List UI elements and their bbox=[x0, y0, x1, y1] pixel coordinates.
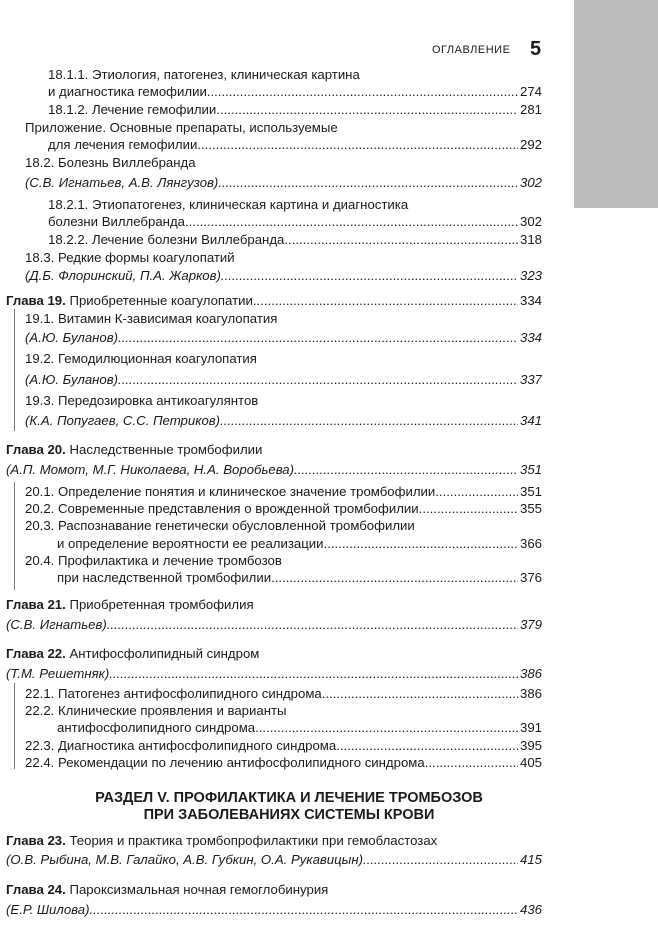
toc-page: 341 bbox=[519, 413, 542, 428]
toc-entry[interactable]: и определение вероятности ее реализации ..... 366 bbox=[57, 535, 542, 553]
toc-entry[interactable]: (Т.М. Решетняк) ..... 386 bbox=[6, 665, 542, 683]
toc-entry[interactable]: и диагностика гемофилии ..... 274 bbox=[48, 83, 542, 101]
toc-entry[interactable]: 20.1. Определение понятия и клиническое значение тромбофилии ..... 351 bbox=[25, 483, 542, 501]
toc-page: 302 bbox=[519, 214, 542, 229]
toc-entry[interactable]: 18.2.1. Этиопатогенез, клиническая картина и диагностика bbox=[48, 197, 409, 212]
page-number: 5 bbox=[530, 38, 542, 60]
toc-entry[interactable]: (А.Ю. Буланов) ..... 337 bbox=[25, 371, 542, 389]
toc-entry[interactable]: (А.Ю. Буланов) ..... 334 bbox=[25, 329, 542, 347]
toc-page: 386 bbox=[519, 666, 542, 681]
subsection-rule bbox=[14, 309, 15, 431]
toc-entry[interactable]: 22.4. Рекомендации по лечению антифосфолипидного синдрома ..... 405 bbox=[25, 754, 542, 772]
toc-entry[interactable]: 18.2.2. Лечение болезни Виллебранда ..... 318 bbox=[48, 231, 542, 249]
toc-entry[interactable]: (Д.Б. Флоринский, П.А. Жарков) ..... 323 bbox=[25, 267, 542, 285]
toc-entry[interactable]: при наследственной тромбофилии ..... 376 bbox=[57, 569, 542, 587]
toc-entry[interactable]: для лечения гемофилии ..... 292 bbox=[48, 136, 542, 154]
toc-page: 337 bbox=[519, 372, 542, 387]
toc-entry[interactable]: 19.2. Гемодилюционная коагулопатия bbox=[25, 351, 257, 366]
toc-entry[interactable]: 20.3. Распознавание генетически обусловленной тромбофилии bbox=[25, 518, 415, 533]
toc-entry[interactable]: болезни Виллебранда ..... 302 bbox=[48, 213, 542, 231]
subsection-rule bbox=[14, 683, 15, 769]
toc-entry[interactable]: 20.2. Современные представления о врожденной тромбофилии ..... 355 bbox=[25, 500, 542, 518]
toc-entry[interactable]: 22.2. Клинические проявления и варианты bbox=[25, 703, 287, 718]
toc-page: 292 bbox=[519, 137, 542, 152]
toc-entry[interactable]: 18.1.2. Лечение гемофилии ..... 281 bbox=[48, 101, 542, 119]
section-heading: ПРИ ЗАБОЛЕВАНИЯХ СИСТЕМЫ КРОВИ bbox=[143, 807, 435, 823]
toc-entry[interactable]: 19.3. Передозировка антикоагулянтов bbox=[25, 393, 259, 408]
toc-page: 351 bbox=[519, 462, 542, 477]
toc-entry[interactable]: (О.В. Рыбина, М.В. Галайко, А.В. Губкин, О.А. Рукавицын) ..... 415 bbox=[6, 851, 542, 869]
toc-entry[interactable]: (А.П. Момот, М.Г. Николаева, Н.А. Воробьева) ..... 351 bbox=[6, 461, 542, 479]
toc-chapter[interactable]: Глава 21. Приобретенная тромбофилия bbox=[6, 597, 254, 612]
toc-page: 334 bbox=[519, 330, 542, 345]
toc-entry[interactable]: 22.1. Патогенез антифосфолипидного синдрома ..... 386 bbox=[25, 685, 542, 703]
toc-entry[interactable]: 18.3. Редкие формы коагулопатий bbox=[25, 250, 235, 265]
toc-page: 302 bbox=[519, 175, 542, 190]
toc-page: 415 bbox=[519, 852, 542, 867]
toc-entry[interactable]: антифосфолипидного синдрома ..... 391 bbox=[57, 719, 542, 737]
toc-chapter[interactable]: Глава 23. Теория и практика тромбопрофилактики при гемобластозах bbox=[6, 833, 438, 848]
toc-entry[interactable]: (С.В. Игнатьев) ..... 379 bbox=[6, 616, 542, 634]
section-heading: РАЗДЕЛ V. ПРОФИЛАКТИКА И ЛЕЧЕНИЕ ТРОМБОЗОВ bbox=[95, 790, 483, 806]
toc-entry[interactable]: 18.2. Болезнь Виллебранда bbox=[25, 155, 196, 170]
toc-page: 355 bbox=[519, 501, 542, 516]
toc-chapter[interactable]: Глава 24. Пароксизмальная ночная гемоглобинурия bbox=[6, 882, 329, 897]
toc-entry[interactable]: (С.В. Игнатьев, А.В. Лянгузов) ..... 302 bbox=[25, 174, 542, 192]
toc-entry[interactable]: 19.1. Витамин К-зависимая коагулопатия bbox=[25, 311, 278, 326]
toc-page: 386 bbox=[519, 686, 542, 701]
toc-page: 323 bbox=[519, 268, 542, 283]
toc-page: 281 bbox=[519, 102, 542, 117]
toc-page: 376 bbox=[519, 570, 542, 585]
toc-chapter[interactable]: Глава 19. Приобретенные коагулопатии ..... 334 bbox=[6, 292, 542, 310]
toc-page: 395 bbox=[519, 738, 542, 753]
toc-page: 436 bbox=[519, 902, 542, 917]
toc-entry[interactable]: 22.3. Диагностика антифосфолипидного синдрома ..... 395 bbox=[25, 737, 542, 755]
toc-page: 334 bbox=[519, 293, 542, 308]
toc-chapter[interactable]: Глава 20. Наследственные тромбофилии bbox=[6, 442, 263, 457]
toc-entry[interactable]: 18.1.1. Этиология, патогенез, клиническая картина bbox=[48, 67, 360, 82]
toc-page: 405 bbox=[519, 755, 542, 770]
running-header-title: ОГЛАВЛЕНИЕ bbox=[432, 44, 511, 56]
toc-entry[interactable]: 20.4. Профилактика и лечение тромбозов bbox=[25, 553, 282, 568]
toc-entry[interactable]: (Е.Р. Шилова) ..... 436 bbox=[6, 901, 542, 919]
toc-page: 366 bbox=[519, 536, 542, 551]
toc-page: 274 bbox=[519, 84, 542, 99]
toc-page: 318 bbox=[519, 232, 542, 247]
toc-page: 351 bbox=[519, 484, 542, 499]
toc-entry[interactable]: Приложение. Основные препараты, используемые bbox=[25, 120, 338, 135]
toc-chapter[interactable]: Глава 22. Антифосфолипидный синдром bbox=[6, 646, 260, 661]
toc-entry[interactable]: (К.А. Попугаев, С.С. Петриков) ..... 341 bbox=[25, 412, 542, 430]
toc-page: 391 bbox=[519, 720, 542, 735]
subsection-rule bbox=[14, 482, 15, 590]
toc-page: 379 bbox=[519, 617, 542, 632]
